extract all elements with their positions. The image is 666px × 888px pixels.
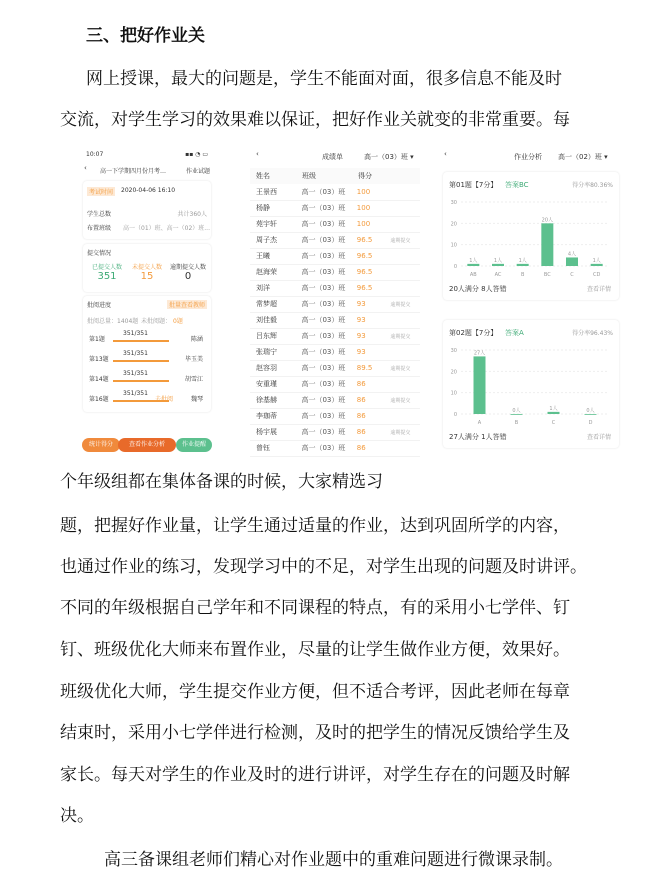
- students-label: 学生总数: [87, 211, 112, 218]
- q1-data-label: 4人: [567, 251, 577, 258]
- q1-data-label: 20人: [541, 217, 554, 224]
- q1-y-tick: 30: [450, 200, 457, 206]
- back-chevron-icon[interactable]: ‹: [444, 150, 447, 158]
- review-item[interactable]: 第13题 351/351 毕玉美: [89, 350, 203, 363]
- homework-title: 高一下学期四月份月考…: [100, 168, 167, 175]
- table-row[interactable]: [250, 360, 420, 377]
- status-icons: ▪▪ ◔ ▭: [185, 151, 208, 158]
- student-score: 96.5: [356, 284, 373, 292]
- table-row[interactable]: [250, 312, 420, 329]
- student-score: 86: [356, 412, 366, 420]
- homework-reminder-button[interactable]: 作业提醒: [176, 438, 212, 452]
- q1-footer: 20人满分 8人答错: [449, 285, 507, 293]
- student-class: 高一（03）班: [301, 412, 346, 420]
- paragraph-2-line-7: 结束时，采用小七学伴进行检测，及时的把学生的情况反馈给学生及: [60, 723, 570, 743]
- review-action-tag: 去批阅: [155, 396, 174, 403]
- review-title: 批阅进度: [87, 302, 112, 309]
- table-row[interactable]: [250, 392, 420, 409]
- student-class: 高一（03）班: [301, 252, 346, 260]
- student-class: 高一（03）班: [301, 444, 346, 452]
- student-class: 高一（03）班: [301, 316, 346, 324]
- back-chevron-icon[interactable]: ‹: [84, 164, 87, 172]
- q1-bar-chart: [443, 194, 619, 282]
- class-selector[interactable]: 高一（02）班 ▾: [558, 153, 608, 161]
- q2-bar[interactable]: [548, 412, 560, 414]
- q1-x-tick: AB: [469, 272, 477, 278]
- q1-rate: 得分率80.36%: [572, 182, 613, 189]
- student-name: 李珈蒂: [256, 412, 277, 420]
- stat-unsubmitted: 未提交人数 15: [131, 264, 162, 282]
- paragraph-2-line-3: 也通过作业的练习，发现学习中的不足，对学生出现的问题及时讲评。: [60, 557, 587, 577]
- q1-bar[interactable]: [566, 257, 578, 266]
- q2-data-label: 27人: [473, 350, 486, 357]
- student-class: 高一（03）班: [301, 364, 346, 372]
- score-stats-button[interactable]: 统计得分: [82, 438, 120, 452]
- student-class: 高一（03）班: [301, 188, 346, 196]
- analysis-title: 作业分析: [514, 153, 542, 161]
- section-heading: 三、把好作业关: [86, 26, 205, 46]
- table-row[interactable]: [250, 296, 420, 313]
- question-1-card: [443, 172, 619, 300]
- late-tag: 逾期提交: [390, 237, 411, 244]
- q2-x-tick: B: [514, 420, 519, 426]
- q1-detail-link[interactable]: 查看详情: [586, 286, 611, 293]
- q1-x-tick: C: [570, 272, 574, 278]
- info-card: [83, 181, 211, 239]
- student-name: 吕东辉: [256, 332, 277, 340]
- paragraph-3: 高三备课组老师们精心对作业题中的重难问题进行微课录制。: [104, 850, 563, 870]
- student-class: 高一（03）班: [301, 380, 346, 388]
- q1-answer: 答案BC: [505, 181, 529, 189]
- student-score: 96.5: [356, 252, 373, 260]
- q1-bar[interactable]: [492, 264, 504, 266]
- submit-title: 提交情况: [87, 250, 112, 257]
- q1-x-tick: AC: [494, 272, 502, 278]
- student-class: 高一（03）班: [301, 236, 346, 244]
- table-row[interactable]: [250, 216, 420, 233]
- q2-bar[interactable]: [474, 356, 486, 414]
- q2-data-label: 1人: [549, 405, 558, 412]
- student-score: 86: [356, 396, 366, 404]
- q2-y-tick: 20: [450, 369, 457, 376]
- student-class: 高一（03）班: [301, 332, 346, 340]
- q2-y-tick: 0: [453, 412, 457, 418]
- student-name: 刘洋: [256, 284, 270, 292]
- q2-x-tick: A: [477, 420, 482, 426]
- student-name: 杨静: [256, 204, 270, 212]
- table-row[interactable]: [250, 184, 420, 201]
- analysis-screenshot: [440, 148, 622, 458]
- table-row[interactable]: [250, 344, 420, 361]
- q1-data-label: 1人: [518, 257, 527, 264]
- student-score: 93: [356, 332, 366, 340]
- student-name: 赵容羽: [256, 364, 277, 372]
- q2-bar[interactable]: [585, 414, 597, 415]
- paragraph-2-line-9: 决。: [60, 806, 94, 826]
- exam-time-badge: 考试时间: [89, 189, 114, 196]
- q2-x-tick: D: [588, 420, 593, 426]
- q1-data-label: 1人: [592, 257, 601, 264]
- q1-x-tick: BC: [543, 272, 551, 278]
- student-score: 86: [356, 428, 366, 436]
- score-list-screenshot: [250, 148, 420, 458]
- table-row[interactable]: [250, 264, 420, 281]
- late-tag: 逾期提交: [390, 397, 411, 404]
- class-selector[interactable]: 高一（03）班 ▾: [364, 153, 414, 161]
- classes-value: 高一（01）班、高一（02）班...: [123, 225, 210, 232]
- paragraph-2-line-2: 题，把握好作业量，让学生通过适量的作业，达到巩固所学的内容，: [60, 516, 570, 536]
- late-tag: 逾期提交: [390, 365, 411, 372]
- student-class: 高一（03）班: [301, 204, 346, 212]
- q2-footer: 27人满分 1人答错: [449, 433, 507, 441]
- paragraph-2-line-6: 班级优化大师，学生提交作业方便，但不适合考评，因此老师在每章: [60, 682, 570, 702]
- table-row[interactable]: [250, 376, 420, 393]
- student-name: 周子杰: [256, 236, 277, 244]
- student-score: 100: [356, 188, 371, 196]
- student-name: 张瑞宁: [256, 348, 277, 356]
- q2-data-label: 0人: [586, 408, 595, 414]
- table-row[interactable]: [250, 440, 420, 457]
- exam-date: 2020-04-06 16:10: [121, 187, 176, 194]
- homework-detail-screenshot: [80, 148, 214, 458]
- student-score: 100: [356, 220, 371, 228]
- table-row[interactable]: [250, 248, 420, 265]
- review-total: 批阅总量：1404题: [87, 318, 139, 325]
- student-score: 96.5: [356, 268, 373, 276]
- student-class: 高一（03）班: [301, 220, 346, 228]
- late-tag: 逾期提交: [390, 429, 411, 436]
- table-row[interactable]: [250, 328, 420, 345]
- student-class: 高一（03）班: [301, 428, 346, 436]
- q2-y-tick: 30: [450, 348, 457, 354]
- student-name: 苑宇轩: [256, 220, 277, 228]
- q1-bar[interactable]: [591, 264, 603, 266]
- student-score: 93: [356, 316, 366, 324]
- q1-data-label: 1人: [469, 257, 478, 264]
- homework-analysis-button[interactable]: 查看作业分析: [118, 438, 176, 452]
- table-row[interactable]: [250, 280, 420, 297]
- student-class: 高一（03）班: [301, 268, 346, 276]
- student-score: 89.5: [356, 364, 373, 372]
- review-link[interactable]: 批量查看教师: [168, 302, 205, 309]
- q2-title: 第02题【7分】: [449, 329, 498, 337]
- stat-submitted: 已提交人数 351: [91, 264, 122, 282]
- submit-card: [83, 244, 211, 292]
- table-row[interactable]: [250, 232, 420, 249]
- student-score: 86: [356, 444, 366, 452]
- table-row[interactable]: [250, 424, 420, 441]
- review-pending-label: 未批阅题：: [141, 318, 172, 325]
- student-name: 曾钰: [256, 444, 270, 452]
- question-2-card: [443, 320, 619, 448]
- q2-answer: 答案A: [505, 329, 524, 337]
- q2-bar[interactable]: [511, 414, 523, 415]
- paragraph-2-line-8: 家长。每天对学生的作业及时的进行讲评，对学生存在的问题及时解: [60, 765, 570, 785]
- title-right: 作业试题: [185, 168, 210, 175]
- student-score: 96.5: [356, 236, 373, 244]
- back-chevron-icon[interactable]: ‹: [256, 150, 259, 158]
- student-name: 徐基赫: [256, 396, 277, 404]
- q2-x-tick: C: [551, 420, 556, 426]
- review-item[interactable]: 第16题 351/351 去批阅 魏琴: [89, 390, 203, 403]
- score-list-title: 成绩单: [322, 153, 343, 161]
- paragraph-1-line-1: 网上授课，最大的问题是，学生不能面对面，很多信息不能及时: [86, 69, 562, 89]
- q1-data-label: 1人: [493, 257, 503, 264]
- q2-detail-link[interactable]: 查看详情: [586, 434, 611, 441]
- paragraph-1-line-2: 交流，对学生学习的效果难以保证，把好作业关就变的非常重要。每: [60, 110, 570, 130]
- stat-late: 逾期提交人数 0: [169, 264, 206, 282]
- table-row[interactable]: [250, 408, 420, 425]
- students-value: 共计360人: [177, 211, 207, 218]
- student-class: 高一（03）班: [301, 396, 346, 404]
- student-score: 100: [356, 204, 371, 212]
- q1-y-tick: 0: [453, 264, 457, 270]
- table-header: 姓名 班级 得分: [250, 168, 420, 184]
- student-score: 93: [356, 300, 366, 308]
- paragraph-2-line-1: 个年级组都在集体备课的时候，大家精选习: [60, 472, 383, 492]
- q1-bar[interactable]: [541, 223, 553, 266]
- q1-x-tick: CD: [592, 272, 601, 278]
- q1-bar[interactable]: [517, 264, 529, 266]
- student-name: 王景西: [256, 188, 277, 196]
- student-score: 93: [356, 348, 366, 356]
- review-card: [83, 296, 211, 412]
- student-name: 王曦: [256, 252, 270, 260]
- table-row[interactable]: [250, 200, 420, 217]
- paragraph-2-line-5: 钉、班级优化大师来布置作业，尽量的让学生做作业方便，效果好。: [60, 640, 570, 660]
- student-name: 常梦超: [256, 300, 277, 308]
- student-name: 赵海荣: [256, 268, 277, 276]
- student-score: 86: [356, 380, 366, 388]
- q2-rate: 得分率96.43%: [572, 330, 613, 337]
- paragraph-2-line-4: 不同的年级根据自己学年和不同课程的特点，有的采用小七学伴、钉: [60, 598, 570, 618]
- q2-bar-chart: [443, 342, 619, 430]
- review-item[interactable]: 第14题 351/351 胡雪江: [89, 370, 203, 383]
- student-name: 杨宇展: [256, 428, 277, 436]
- q1-x-tick: B: [520, 272, 525, 278]
- q1-y-tick: 10: [450, 242, 457, 249]
- student-class: 高一（03）班: [301, 284, 346, 292]
- student-name: 安重瑾: [256, 380, 277, 388]
- review-pending-value: 0题: [173, 318, 183, 325]
- student-class: 高一（03）班: [301, 300, 346, 308]
- late-tag: 逾期提交: [390, 301, 411, 308]
- q2-data-label: 0人: [512, 408, 521, 414]
- q1-bar[interactable]: [467, 264, 479, 266]
- student-name: 刘佳毅: [256, 316, 277, 324]
- late-tag: 逾期提交: [390, 333, 411, 340]
- q1-title: 第01题【7分】: [449, 181, 498, 189]
- q1-y-tick: 20: [450, 221, 457, 228]
- q2-y-tick: 10: [450, 390, 457, 397]
- classes-label: 布置班级: [87, 225, 112, 232]
- review-item[interactable]: 第1题 351/351 陈涵: [89, 330, 203, 343]
- student-class: 高一（03）班: [301, 348, 346, 356]
- status-time: 10:07: [86, 151, 104, 158]
